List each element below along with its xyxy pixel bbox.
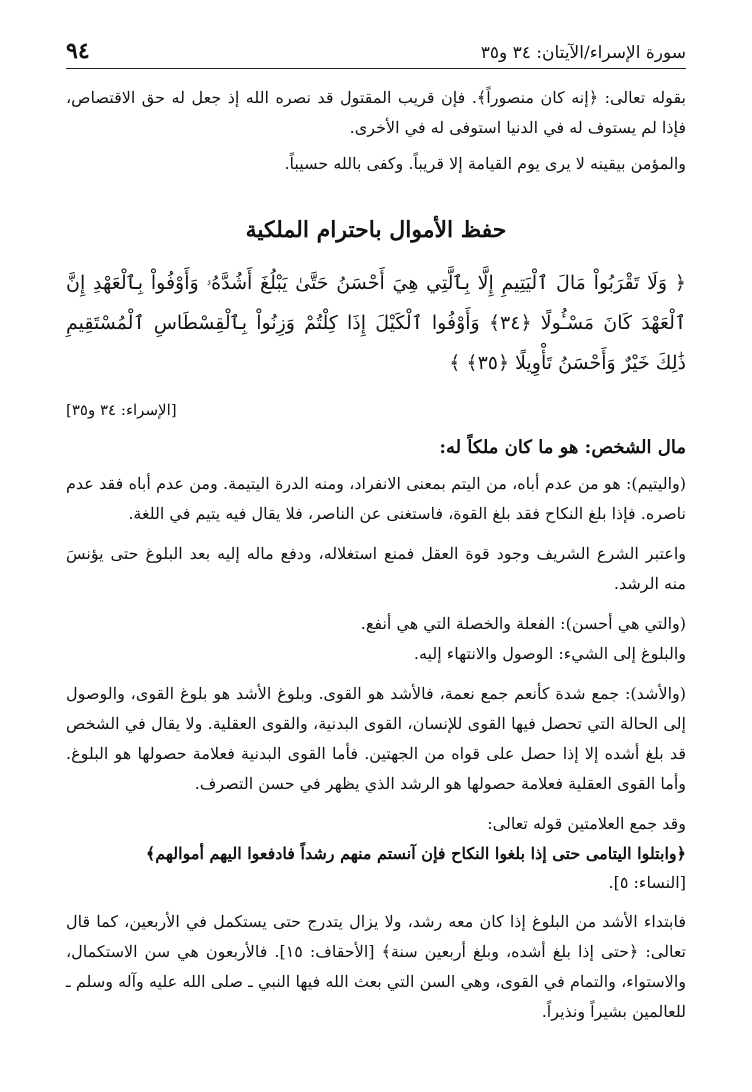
verse-citation: [الإسراء: ٣٤ و٣٥] [66, 401, 177, 419]
paragraph-alamatain: وقد جمع العلامتين قوله تعالى: [487, 814, 686, 833]
running-header [66, 28, 686, 69]
paragraph-yatim: (واليتيم): هو من عدم أباه، من اليتم بمعنى الانفراد، ومنه الدرة اليتيمة. ومن عدم أباه فقد عدم ناصره. فإذا بلغ النكاح فقد بلغ القوة، فاستغنى عن الناصر، فلا يقال فيه يتيم في اللغة. [66, 474, 686, 523]
paragraph-arbain: فابتداء الأشد من البلوغ إذا كان معه رشد، ولا يزال يتدرج حتى يستكمل في الأربعين، كما قال تعالى: ﴿حتى إذا بلغ أشده، وبلغ أربعين سنة﴾ [الأحقاف: ١٥]. فالأربعون هي سن الاستكمال، والاستواء، والتمام في القوى، وهي السن التي بعث الله فيها النبي ـ صلى الله عليه وآله وسلم ـ للعالمين بشيراً ونذيراً. [66, 912, 686, 1021]
running-header-title: سورة الإسراء/الآيتان: ٣٤ و٣٥ [480, 43, 686, 63]
subheading: مال الشخص: هو ما كان ملكاً له: [439, 437, 686, 458]
intro-paragraph: بقوله تعالى: ﴿إنه كان منصوراً﴾. فإن قريب المقتول قد نصره الله إذ جعل له حق الاقتصاص، فإذا لم يستوف له في الدنيا استوفى له في الأخرى. [66, 88, 686, 137]
paragraph-shar: واعتبر الشرع الشريف وجود قوة العقل فمنع استغلاله، ودفع ماله إليه بعد البلوغ حتى يؤنسَ منه الرشد. [66, 544, 686, 593]
quoted-verse: ﴿وابتلوا اليتامى حتى إذا بلغوا النكاح فإن آنستم منهم رشداً فادفعوا اليهم أموالهم﴾ [145, 844, 686, 863]
definition-bulugh: والبلوغ إلى الشيء: الوصول والانتهاء إليه. [413, 644, 686, 663]
paragraph-ashudd: (والأشد): جمع شدة كأنعم جمع نعمة، فالأشد هو القوى. وبلوغ الأشد هو بلوغ القوى، والوصول إلى الحالة التي تحصل فيها القوى للإنسان، القوى البدنية، والقوى العقلية. ولا يقال في الشخص قد بلغ أشده إلا إذا حصل على قواه من الجهتين. فأما القوى البدنية فعلامة حصولها هو البلوغ. وأما القوى العقلية فعلامة حصولها هو الرشد الذي يظهر في حسن التصرف. [66, 684, 687, 793]
intro-paragraph: والمؤمن بيقينه لا يرى يوم القيامة إلا قريباً. وكفى بالله حسيباً. [284, 154, 686, 173]
quoted-verse-citation: [النساء: ٥]. [608, 873, 686, 892]
definitions-block [66, 609, 686, 669]
definition-ahsan: (والتي هي أحسن): الفعلة والخصلة التي هي أنفع. [360, 614, 686, 633]
section-title: حفظ الأموال باحترام الملكية [245, 217, 507, 243]
page-number: ٩٤ [66, 38, 90, 64]
quran-verse: ﴿ وَلَا تَقْرَبُواْ مَالَ ٱلْيَتِيمِ إِلَّا بِٱلَّتِي هِيَ أَحْسَنُ حَتَّىٰ يَبْلُغَ أَشُدَّهُۥ وَأَوْفُواْ بِٱلْعَهْدِ إِنَّ ٱلْعَهْدَ كَانَ مَسْـُٔولًا ﴿٣٤﴾ وَأَوْفُوا ٱلْكَيْلَ إِذَا كِلْتُمْ وَزِنُواْ بِٱلْقِسْطَاسِ ٱلْمُسْتَقِيمِ ذَٰلِكَ خَيْرٌ وَأَحْسَنُ تَأْوِيلًا ﴿٣٥﴾ ﴾ [66, 272, 687, 374]
book-page [66, 28, 686, 1027]
